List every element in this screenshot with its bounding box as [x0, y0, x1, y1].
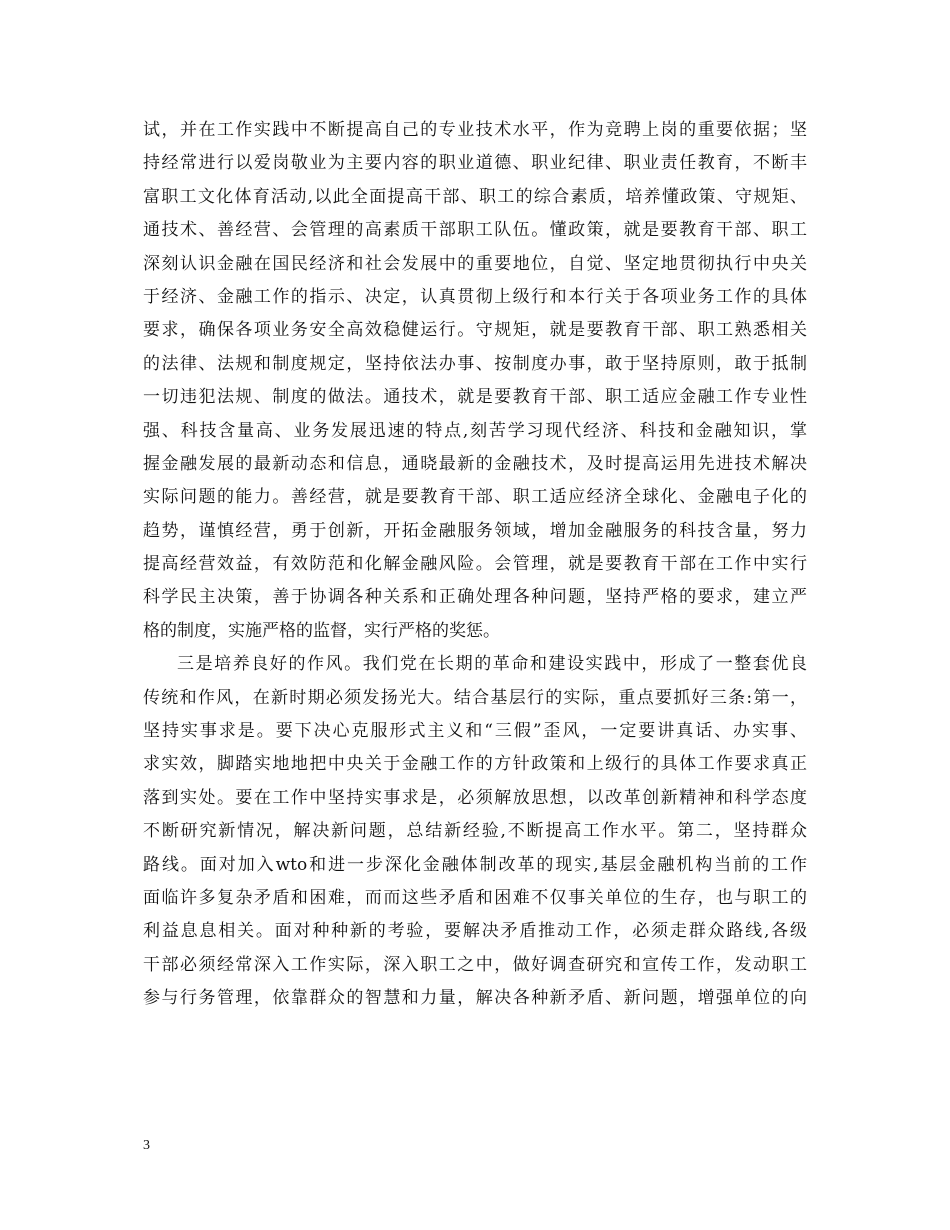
text-line: 科学民主决策，善于协调各种关系和正确处理各种问题，坚持严格的要求，建立严	[143, 587, 807, 608]
text-line: 一切违犯法规、制度的做法。通技术，就是要教育干部、职工适应金融工作专业性	[143, 387, 807, 408]
text-line: 实际问题的能力。善经营，就是要教育干部、职工适应经济全球化、金融电子化的	[143, 487, 807, 508]
text-line: 坚持实事求是。要下决心克服形式主义和“三假”歪风，一定要讲真话、办实事、	[143, 721, 807, 742]
text-line: 富职工文化体育活动,以此全面提高干部、职工的综合素质，培养懂政策、守规矩、	[143, 186, 807, 207]
text-line: 于经济、金融工作的指示、决定，认真贯彻上级行和本行关于各项业务工作的具体	[143, 286, 807, 307]
text-line: 持经常进行以爱岗敬业为主要内容的职业道德、职业纪律、职业责任教育，不断丰	[143, 153, 807, 174]
text-line: 求实效，脚踏实地地把中央关于金融工作的方针政策和上级行的具体工作要求真正	[143, 754, 807, 775]
text-line: 路线。面对加入wto和进一步深化金融体制改革的现实,基层金融机构当前的工作	[143, 854, 807, 875]
text-line: 不断研究新情况，解决新问题，总结新经验,不断提高工作水平。第二，坚持群众	[143, 821, 807, 842]
text-line: 面临许多复杂矛盾和困难，而而这些矛盾和困难不仅事关单位的生存，也与职工的	[143, 887, 807, 908]
page-number: 3	[143, 1138, 150, 1153]
text-line: 强、科技含量高、业务发展迅速的特点,刻苦学习现代经济、科技和金融知识，掌	[143, 420, 807, 441]
text-line: 落到实处。要在工作中坚持实事求是，必须解放思想，以改革创新精神和科学态度	[143, 787, 807, 808]
text-line: 提高经营效益，有效防范和化解金融风险。会管理，就是要教育干部在工作中实行	[143, 554, 807, 575]
text-line: 通技术、善经营、会管理的高素质干部职工队伍。懂政策，就是要教育干部、职工	[143, 220, 807, 241]
text-line: 的法律、法规和制度规定，坚持依法办事、按制度办事，敢于坚持原则，敢于抵制	[143, 353, 807, 374]
text-line: 试，并在工作实践中不断提高自己的专业技术水平，作为竞聘上岗的重要依据；坚	[143, 120, 807, 140]
text-line: 要求，确保各项业务安全高效稳健运行。守规矩，就是要教育干部、职工熟悉相关	[143, 320, 807, 341]
text-line: 参与行务管理，依靠群众的智慧和力量，解决各种新矛盾、新问题，增强单位的向	[143, 988, 807, 1009]
body-text	[143, 114, 807, 1016]
text-line: 干部必须经常深入工作实际，深入职工之中，做好调查研究和宣传工作，发动职工	[143, 954, 807, 975]
text-line: 握金融发展的最新动态和信息，通晓最新的金融技术，及时提高运用先进技术解决	[143, 453, 807, 474]
text-line: 三是培养良好的作风。我们党在长期的革命和建设实践中，形成了一整套优良	[177, 654, 807, 675]
text-line: 传统和作风，在新时期必须发扬光大。结合基层行的实际，重点要抓好三条:第一，	[143, 687, 807, 708]
text-line: 格的制度，实施严格的监督，实行严格的奖惩。	[143, 620, 500, 641]
text-line: 深刻认识金融在国民经济和社会发展中的重要地位，自觉、坚定地贯彻执行中央关	[143, 253, 807, 274]
text-line: 利益息息相关。面对种种新的考验，要解决矛盾推动工作，必须走群众路线,各级	[143, 921, 807, 942]
text-line: 趋势，谨慎经营，勇于创新，开拓金融服务领域，增加金融服务的科技含量，努力	[143, 520, 807, 541]
